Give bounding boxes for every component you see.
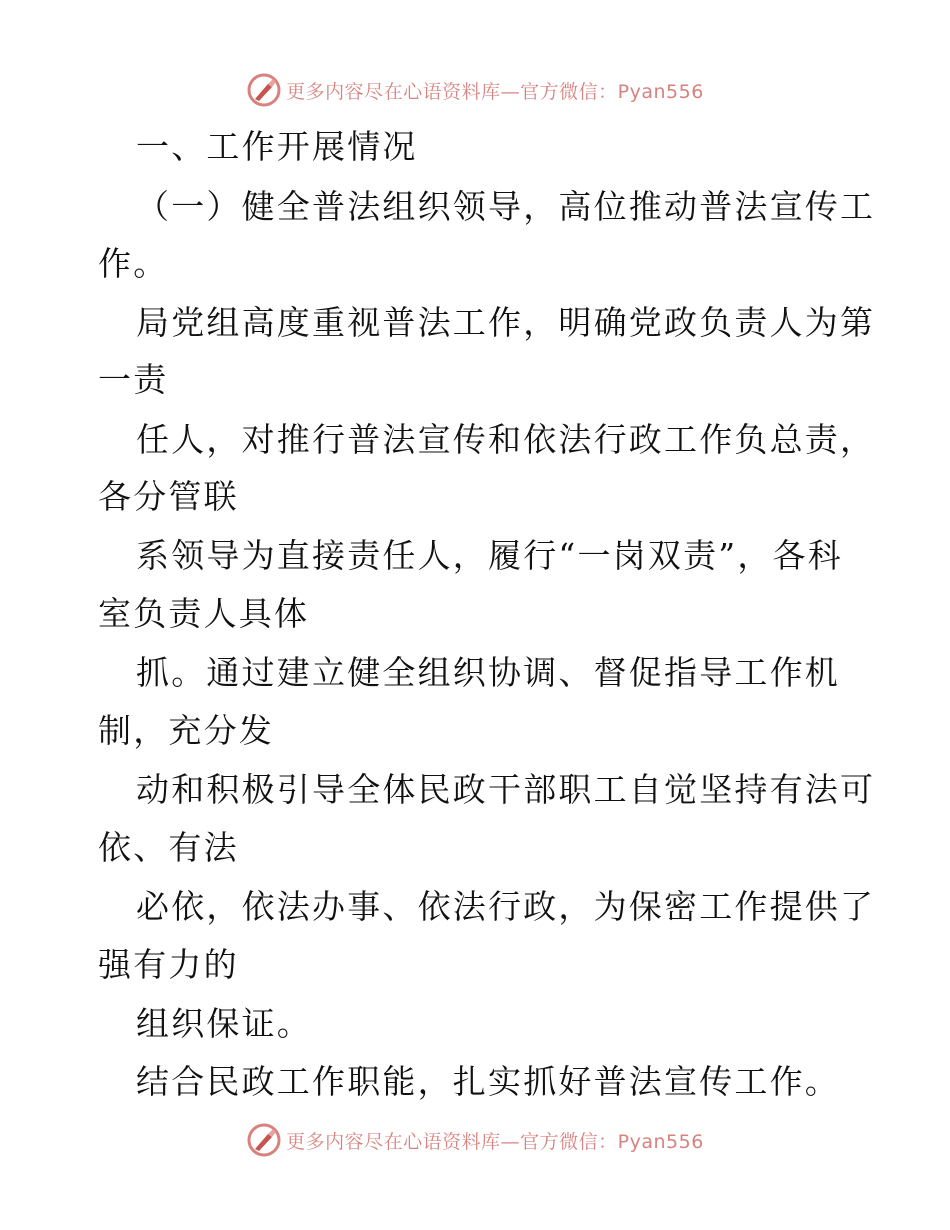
text-line: 必依，依法办事、依法行政，为保密工作提供了 [136,887,876,926]
text-line: 强有力的 [98,945,239,984]
text-line: 作。 [98,244,169,283]
text-line: 组织保证。 [136,1004,312,1043]
pen-logo-icon [246,1122,282,1158]
section-heading: 一、工作开展情况 [136,127,418,166]
footer-banner [0,1120,950,1160]
text-line: 系领导为直接责任人，履行“一岗双责”，各科 [136,536,843,575]
text-line: 室负责人具体 [98,594,310,633]
text-line: 各分管联 [98,477,239,516]
banner-wechat-id: Pyan556 [617,80,704,103]
banner-wechat-id: Pyan556 [617,1130,704,1153]
text-line: 制，充分发 [98,711,274,750]
subsection-heading: （一）健全普法组织领导，高位推动普法宣传工 [136,187,876,226]
text-line: 一责 [98,360,169,399]
text-line: 依、有法 [98,828,239,867]
text-line: 结合民政工作职能，扎实抓好普法宣传工作。 [136,1062,840,1101]
banner-text: 更多内容尽在心语资料库—官方微信： [286,80,618,103]
text-line: 任人，对推行普法宣传和依法行政工作负总责， [136,420,876,459]
text-line: 抓。通过建立健全组织协调、督促指导工作机 [136,653,840,692]
text-line: 局党组高度重视普法工作，明确党政负责人为第 [136,303,876,342]
text-line: 动和积极引导全体民政干部职工自觉坚持有法可 [136,770,876,809]
banner-text: 更多内容尽在心语资料库—官方微信： [286,1130,618,1153]
